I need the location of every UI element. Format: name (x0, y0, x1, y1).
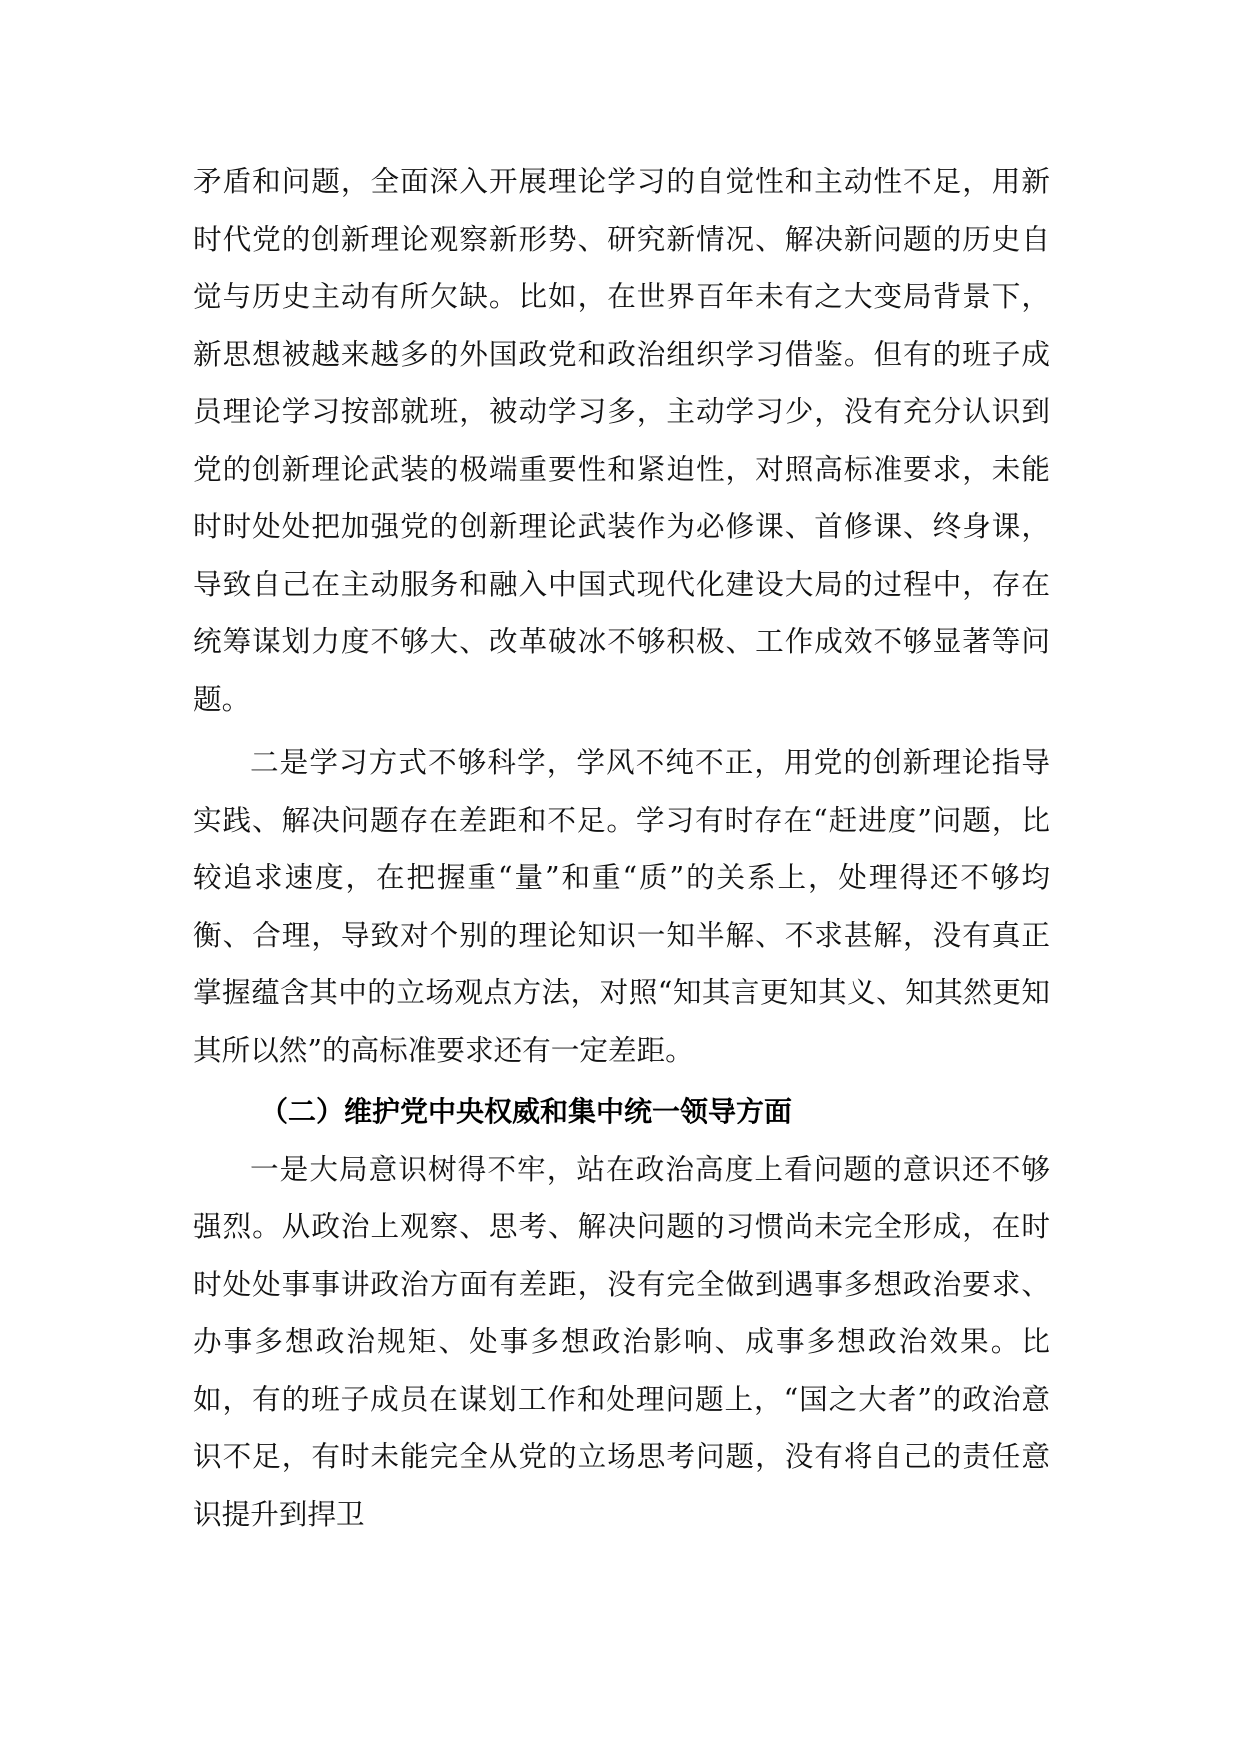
paragraph-learning-method: 二是学习方式不够科学，学风不纯不正，用党的创新理论指导实践、解决问题存在差距和不足。学习有时存在“赶进度”问题，比较追求速度，在把握重“量”和重“质”的关系上，处理得还不够均衡、合理，导致对个别的理论知识一知半解、不求甚解，没有真正掌握蕴含其中的立场观点方法，对照“知其言更知其义、知其然更知其所以然”的高标准要求还有一定差距。 (193, 745, 1050, 1067)
section-heading: （二）维护党中央权威和集中统一领导方面 (260, 1095, 793, 1128)
document-body (193, 153, 1050, 1543)
paragraph-continuation: 矛盾和问题，全面深入开展理论学习的自觉性和主动性不足，用新时代党的创新理论观察新形势、研究新情况、解决新问题的历史自觉与历史主动有所欠缺。比如，在世界百年未有之大变局背景下，新思想被越来越多的外国政党和政治组织学习借鉴。但有的班子成员理论学习按部就班，被动学习多，主动学习少，没有充分认识到党的创新理论武装的极端重要性和紧迫性，对照高标准要求，未能时时处处把加强党的创新理论武装作为必修课、首修课、终身课，导致自己在主动服务和融入中国式现代化建设大局的过程中，存在统筹谋划力度不够大、改革破冰不够积极、工作成效不够显著等问题。 (193, 164, 1050, 716)
paragraph-overall-awareness: 一是大局意识树得不牢，站在政治高度上看问题的意识还不够强烈。从政治上观察、思考、解决问题的习惯尚未完全形成，在时时处处事事讲政治方面有差距，没有完全做到遇事多想政治要求、办事多想政治规矩、处事多想政治影响、成事多想政治效果。比如，有的班子成员在谋划工作和处理问题上，“国之大者”的政治意识不足，有时未能完全从党的立场思考问题，没有将自己的责任意识提升到捍卫 (193, 1151, 1050, 1531)
